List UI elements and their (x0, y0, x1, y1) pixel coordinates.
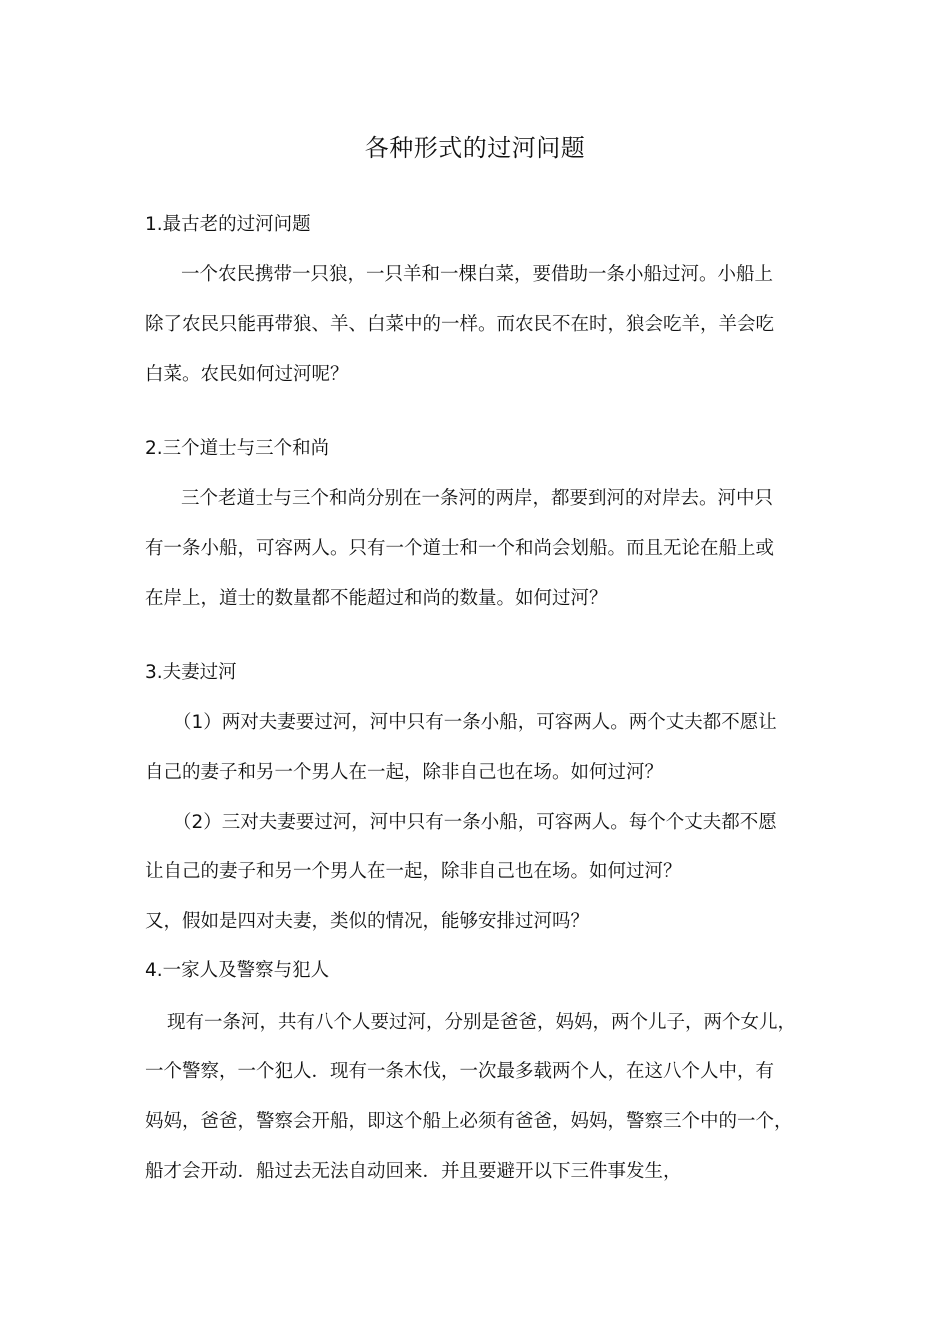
paragraph-line: 一个警察，一个犯人．现有一条木伐，一次最多载两个人，在这八个人中，有 (145, 1061, 775, 1082)
page-title: 各种形式的过河问题 (364, 134, 586, 162)
paragraph-line: 三个老道士与三个和尚分别在一条河的两岸，都要到河的对岸去。河中只 (181, 488, 774, 509)
section-heading-2: 2.三个道士与三个和尚 (145, 438, 330, 459)
paragraph-line: 自己的妻子和另一个男人在一起，除非自己也在场。如何过河？ (145, 762, 664, 783)
section-heading-3: 3.夫妻过河 (145, 662, 237, 683)
paragraph-line: 一个农民携带一只狼，一只羊和一棵白菜，要借助一条小船过河。小船上 (181, 264, 774, 285)
paragraph-line: 除了农民只能再带狼、羊、白菜中的一样。而农民不在时，狼会吃羊，羊会吃 (145, 314, 775, 335)
paragraph-line: 现有一条河，共有八个人要过河，分别是爸爸，妈妈，两个儿子，两个女儿， (167, 1012, 797, 1033)
paragraph-line: 船才会开动．船过去无法自动回来．并且要避开以下三件事发生， (145, 1161, 682, 1182)
paragraph-line: （2）三对夫妻要过河，河中只有一条小船，可容两人。每个个丈夫都不愿 (173, 812, 777, 833)
paragraph-line: 有一条小船，可容两人。只有一个道士和一个和尚会划船。而且无论在船上或 (145, 538, 775, 559)
paragraph-line: 妈妈，爸爸，警察会开船，即这个船上必须有爸爸，妈妈，警察三个中的一个， (145, 1111, 793, 1132)
section-heading-1: 1.最古老的过河问题 (145, 214, 311, 235)
paragraph-line: 白菜。农民如何过河呢？ (145, 364, 349, 385)
paragraph-line: 让自己的妻子和另一个男人在一起，除非自己也在场。如何过河？ (145, 861, 682, 882)
paragraph-line: 在岸上，道士的数量都不能超过和尚的数量。如何过河？ (145, 588, 608, 609)
section-heading-4: 4.一家人及警察与犯人 (145, 960, 330, 981)
paragraph-line: 又，假如是四对夫妻，类似的情况，能够安排过河吗？ (145, 911, 590, 932)
paragraph-line: （1）两对夫妻要过河，河中只有一条小船，可容两人。两个丈夫都不愿让 (173, 712, 777, 733)
